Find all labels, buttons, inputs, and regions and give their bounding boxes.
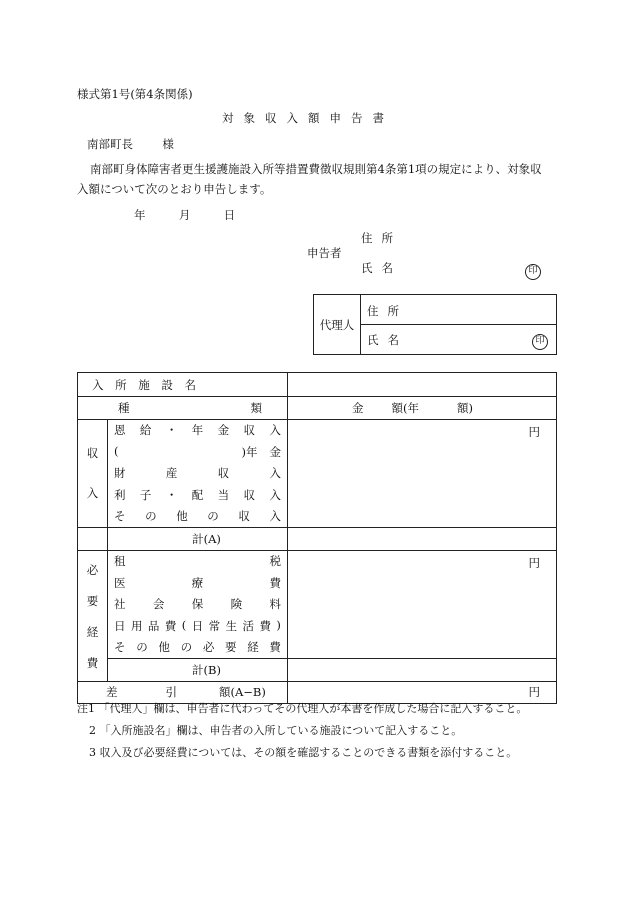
- body-line-2: 入額について次のとおり申告します。: [77, 182, 272, 196]
- agent-address-row[interactable]: [361, 295, 556, 325]
- income-item-interest: 利 子 ・ 配 当 収 入: [108, 484, 288, 506]
- form-number: 様式第1号(第4条関係): [77, 87, 193, 101]
- expense-side-char: 費: [86, 656, 99, 671]
- char: 施: [138, 377, 150, 392]
- income-side-label: [78, 419, 108, 528]
- date-day: 日: [223, 208, 236, 222]
- agent-name-row[interactable]: [361, 325, 556, 354]
- expense-item-medical: 医 療 費: [108, 572, 288, 594]
- expense-amount-cell[interactable]: [288, 550, 557, 659]
- amount-header-a: 金: [352, 400, 364, 415]
- income-side-blank: [78, 528, 108, 551]
- income-item-other: そ の 他 の 収 入: [108, 506, 288, 528]
- note-2: 2 「入所施設名」欄は、申告者の入所している施設について記入すること。: [89, 724, 463, 737]
- addressee-name: 南部町長: [87, 137, 133, 151]
- agent-address-label: 住所: [367, 304, 408, 318]
- expense-side-label: [78, 550, 108, 681]
- addressee-honorific: 様: [162, 137, 174, 151]
- note-3: 3 収入及び必要経費については、その額を確認することのできる書類を添付すること。: [89, 746, 518, 759]
- amount-header-c: 額): [457, 400, 474, 415]
- applicant-seal: [525, 262, 541, 280]
- difference-char: 額(A−B): [219, 685, 266, 700]
- page-title: 対象収入額申告書: [222, 111, 394, 125]
- income-amount-cell[interactable]: [288, 419, 557, 528]
- expense-side-char: 必: [86, 562, 99, 577]
- expense-item-tax: 租 税: [108, 550, 288, 572]
- amount-header-b: 額(年: [391, 400, 420, 415]
- date-line: [134, 207, 235, 223]
- facility-value-cell[interactable]: [288, 373, 557, 397]
- income-subtotal-row: [78, 528, 557, 551]
- yen-unit: 円: [528, 555, 541, 570]
- facility-label: [92, 377, 196, 393]
- facility-row: [78, 373, 557, 397]
- income-side-char: 入: [86, 486, 99, 501]
- income-side-char: 収: [86, 446, 99, 461]
- subtotal-b-amount[interactable]: [288, 659, 557, 682]
- type-header: 種 類: [78, 397, 288, 420]
- char: 設: [161, 377, 173, 392]
- difference-char: 引: [165, 685, 177, 700]
- applicant-label: 申告者: [307, 246, 342, 260]
- date-month: 月: [178, 208, 191, 222]
- expense-subtotal-row: [78, 659, 557, 682]
- expense-side-char: 要: [86, 593, 99, 608]
- income-item-pension: 恩 給 ・ 年 金 収 入: [108, 419, 288, 441]
- facility-label-cell: [78, 373, 288, 397]
- subtotal-a: 計(A): [108, 528, 288, 551]
- seal-mark: 印: [532, 334, 548, 350]
- expense-row-1: [78, 550, 557, 572]
- expense-item-other: そ の 他 の 必 要 経 費: [108, 637, 288, 659]
- seal-mark: 印: [525, 264, 541, 280]
- paren-open: (: [114, 443, 119, 458]
- subtotal-a-amount[interactable]: [288, 528, 557, 551]
- yen-unit: 円: [528, 424, 541, 439]
- yen-unit: 円: [528, 685, 541, 700]
- applicant-name-label: 氏名: [361, 261, 402, 275]
- char: 名: [184, 377, 196, 392]
- income-item-property: 財 産 収 入: [108, 463, 288, 485]
- body-line-1: 南部町身体障害者更生援護施設入所等措置費徴収規則第4条第1項の規定により、対象収: [90, 162, 542, 176]
- difference-char: 差: [106, 685, 118, 700]
- date-year: 年: [134, 208, 146, 222]
- expense-item-daily: 日 用 品 費 ( 日 常 生 活 費 ): [108, 615, 288, 637]
- expense-side-char: 経: [86, 625, 99, 640]
- agent-label: 代理人: [314, 295, 361, 354]
- char: 所: [115, 377, 127, 392]
- note-1: 注1 「代理人」欄は、申告者に代わってその代理人が本書を作成した場合に記入すること。: [77, 702, 528, 715]
- addressee: [87, 136, 174, 152]
- applicant-address-label: 住所: [361, 231, 402, 245]
- expense-item-insurance: 社 会 保 険 料: [108, 594, 288, 616]
- agent-name-label: 氏名: [367, 333, 408, 347]
- subtotal-b: 計(B): [108, 659, 288, 682]
- amount-header: [288, 397, 557, 420]
- income-item-other-pension[interactable]: ( )年 金: [108, 441, 288, 463]
- income-row-1: [78, 419, 557, 441]
- income-table: [77, 372, 557, 704]
- header-row: [78, 397, 557, 420]
- agent-box: [313, 294, 557, 355]
- char: 入: [92, 377, 104, 392]
